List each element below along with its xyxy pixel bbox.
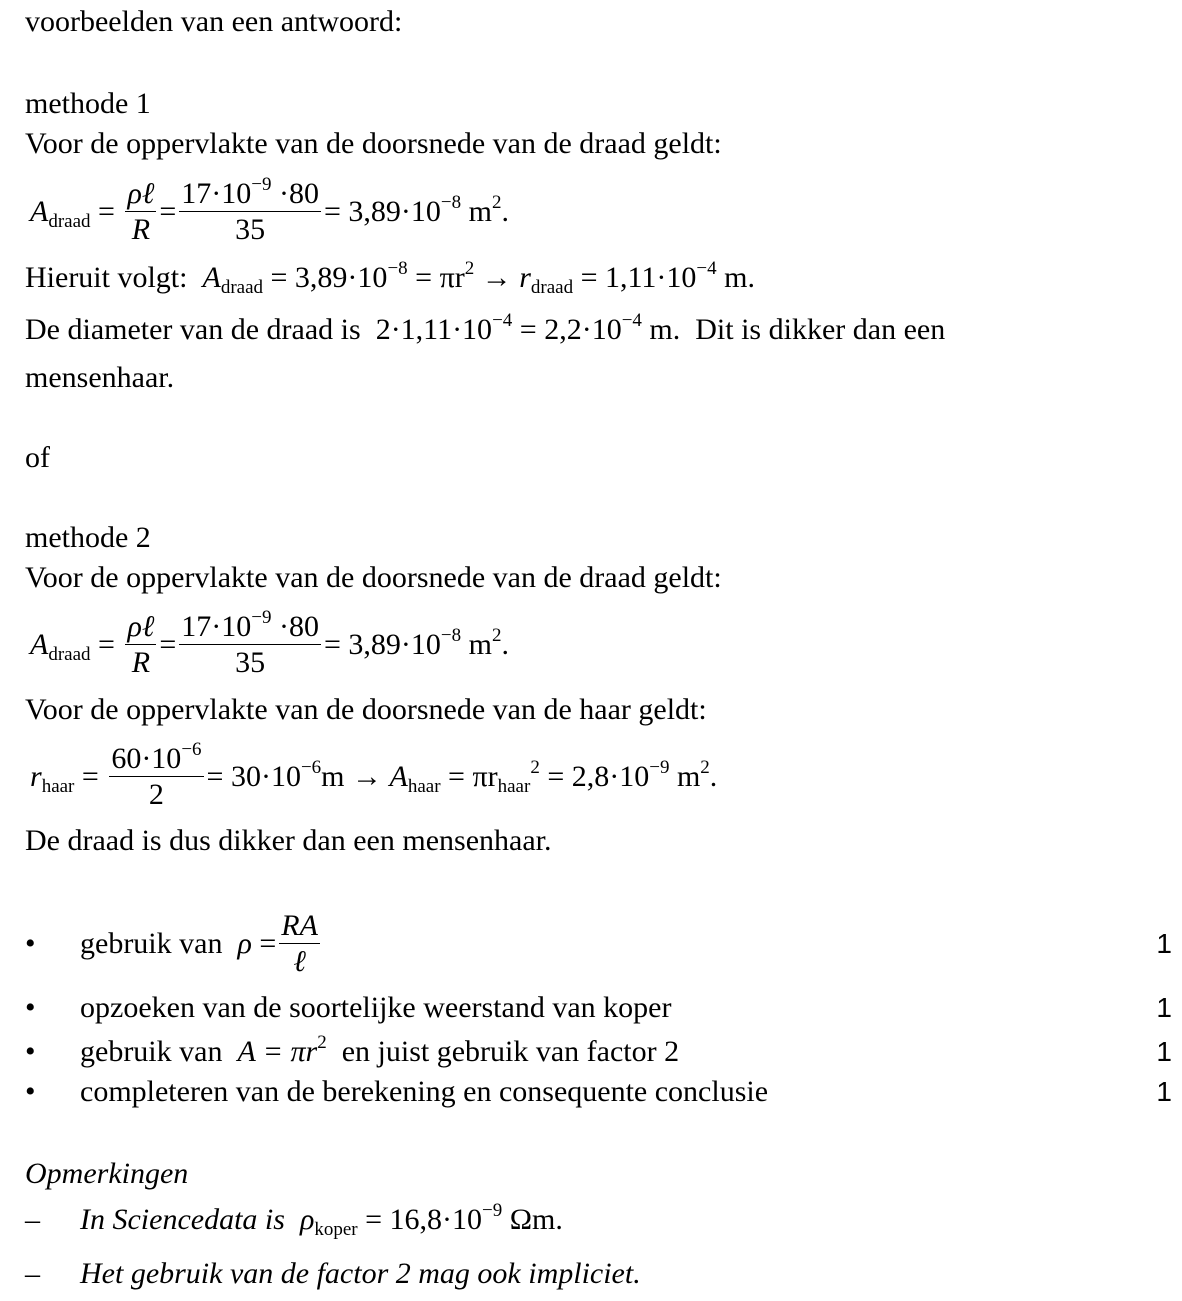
method1-line3: De diameter van de draad is $2\cdot 1,11\cdot 10^{-4} = 2,2\cdot 10^{-4}$ m. Dit is dikker dan een: [25, 310, 946, 346]
fraction-rho-l-over-R: $\frac{\text{ρℓ}}{R}$: [127, 176, 155, 246]
scoring-item-3: • gebruik van $A = \pi r^2$ en juist gebruik van factor 2: [25, 1032, 680, 1068]
equation-result: = $3,89\cdot 10^{-8}$ $m^2$.: [324, 192, 509, 228]
scoring-points-2: 1: [1156, 992, 1172, 1023]
scoring-points-3: 1: [1156, 1036, 1172, 1067]
method2-equation-haar: $r_{haar}$ = $\frac{60\cdot 10^{-6}}{2}$ = $30\cdot 10^{-6}m \to A_{haar} = \pi r_{haar}^2 = 2,8\cdot 10^{-9}$ $m^2$.: [30, 738, 718, 811]
method2-line1: Voor de oppervlakte van de doorsnede van de draad geldt:: [25, 561, 722, 594]
method2-conclusion: De draad is dus dikker dan een mensenhaar.: [25, 824, 552, 857]
fraction-numeric: $\frac{17\cdot 10^{-9} \cdot 80}{35}$: [181, 606, 319, 679]
method1-title: methode 1: [25, 87, 151, 120]
fraction-diameter: $\frac{60\cdot 10^{-6}}{2}$: [111, 738, 202, 811]
method1-line4: mensenhaar.: [25, 361, 175, 394]
method1-equation: $A_{draad}$ = $\frac{\text{ρℓ}}{R}$ = $\frac{17\cdot 10^{-9} \cdot 80}{35}$ = $3,89\cdot 10^{-8}$ $m^2$.: [30, 173, 509, 246]
sub-draad: draad: [48, 211, 91, 232]
remark-item-2: – Het gebruik van de factor 2 mag ook impliciet.: [25, 1257, 641, 1290]
method2-title: methode 2: [25, 521, 151, 554]
scoring-points-1: 1: [1156, 928, 1172, 959]
method1-line1: Voor de oppervlakte van de doorsnede van de draad geldt:: [25, 127, 722, 160]
method2-equation-area: $A_{draad}$ = $\frac{\text{ρℓ}}{R}$ = $\frac{17\cdot 10^{-9} \cdot 80}{35}$ = $3,89\cdot 10^{-8}$ $m^2$.: [30, 606, 509, 679]
or-separator: of: [25, 441, 50, 474]
remark-item-1: – In Sciencedata is $\rho_{koper} = 16,8\cdot 10^{-9}$ Ωm.: [25, 1200, 563, 1240]
fraction-numeric: $\frac{17\cdot 10^{-9} \cdot 80}{35}$: [181, 173, 319, 246]
scoring-item-2: • opzoeken van de soortelijke weerstand van koper: [25, 991, 672, 1024]
method1-line2: Hieruit volgt: $A_{draad} = 3,89\cdot 10^{-8} = \pi r^2 \to r_{draad} = 1,11\cdot 10^{-4}$ m.: [25, 258, 755, 298]
scoring-item-4: • completeren van de berekening en consequente conclusie: [25, 1075, 769, 1108]
fraction-RA-over-l: $\frac{RA}{\text{ℓ}}$: [281, 908, 318, 978]
fraction-rho-l-over-R: $\frac{\text{ρℓ}}{R}$: [127, 609, 155, 679]
method2-line2: Voor de oppervlakte van de doorsnede van de haar geldt:: [25, 693, 707, 726]
intro-text: voorbeelden van een antwoord:: [25, 5, 403, 38]
scoring-points-4: 1: [1156, 1076, 1172, 1107]
scoring-item-1: • gebruik van ρ = $\frac{RA}{\text{ℓ}}$: [25, 908, 318, 978]
remarks-title: Opmerkingen: [25, 1157, 189, 1190]
var-A: A: [30, 195, 49, 228]
